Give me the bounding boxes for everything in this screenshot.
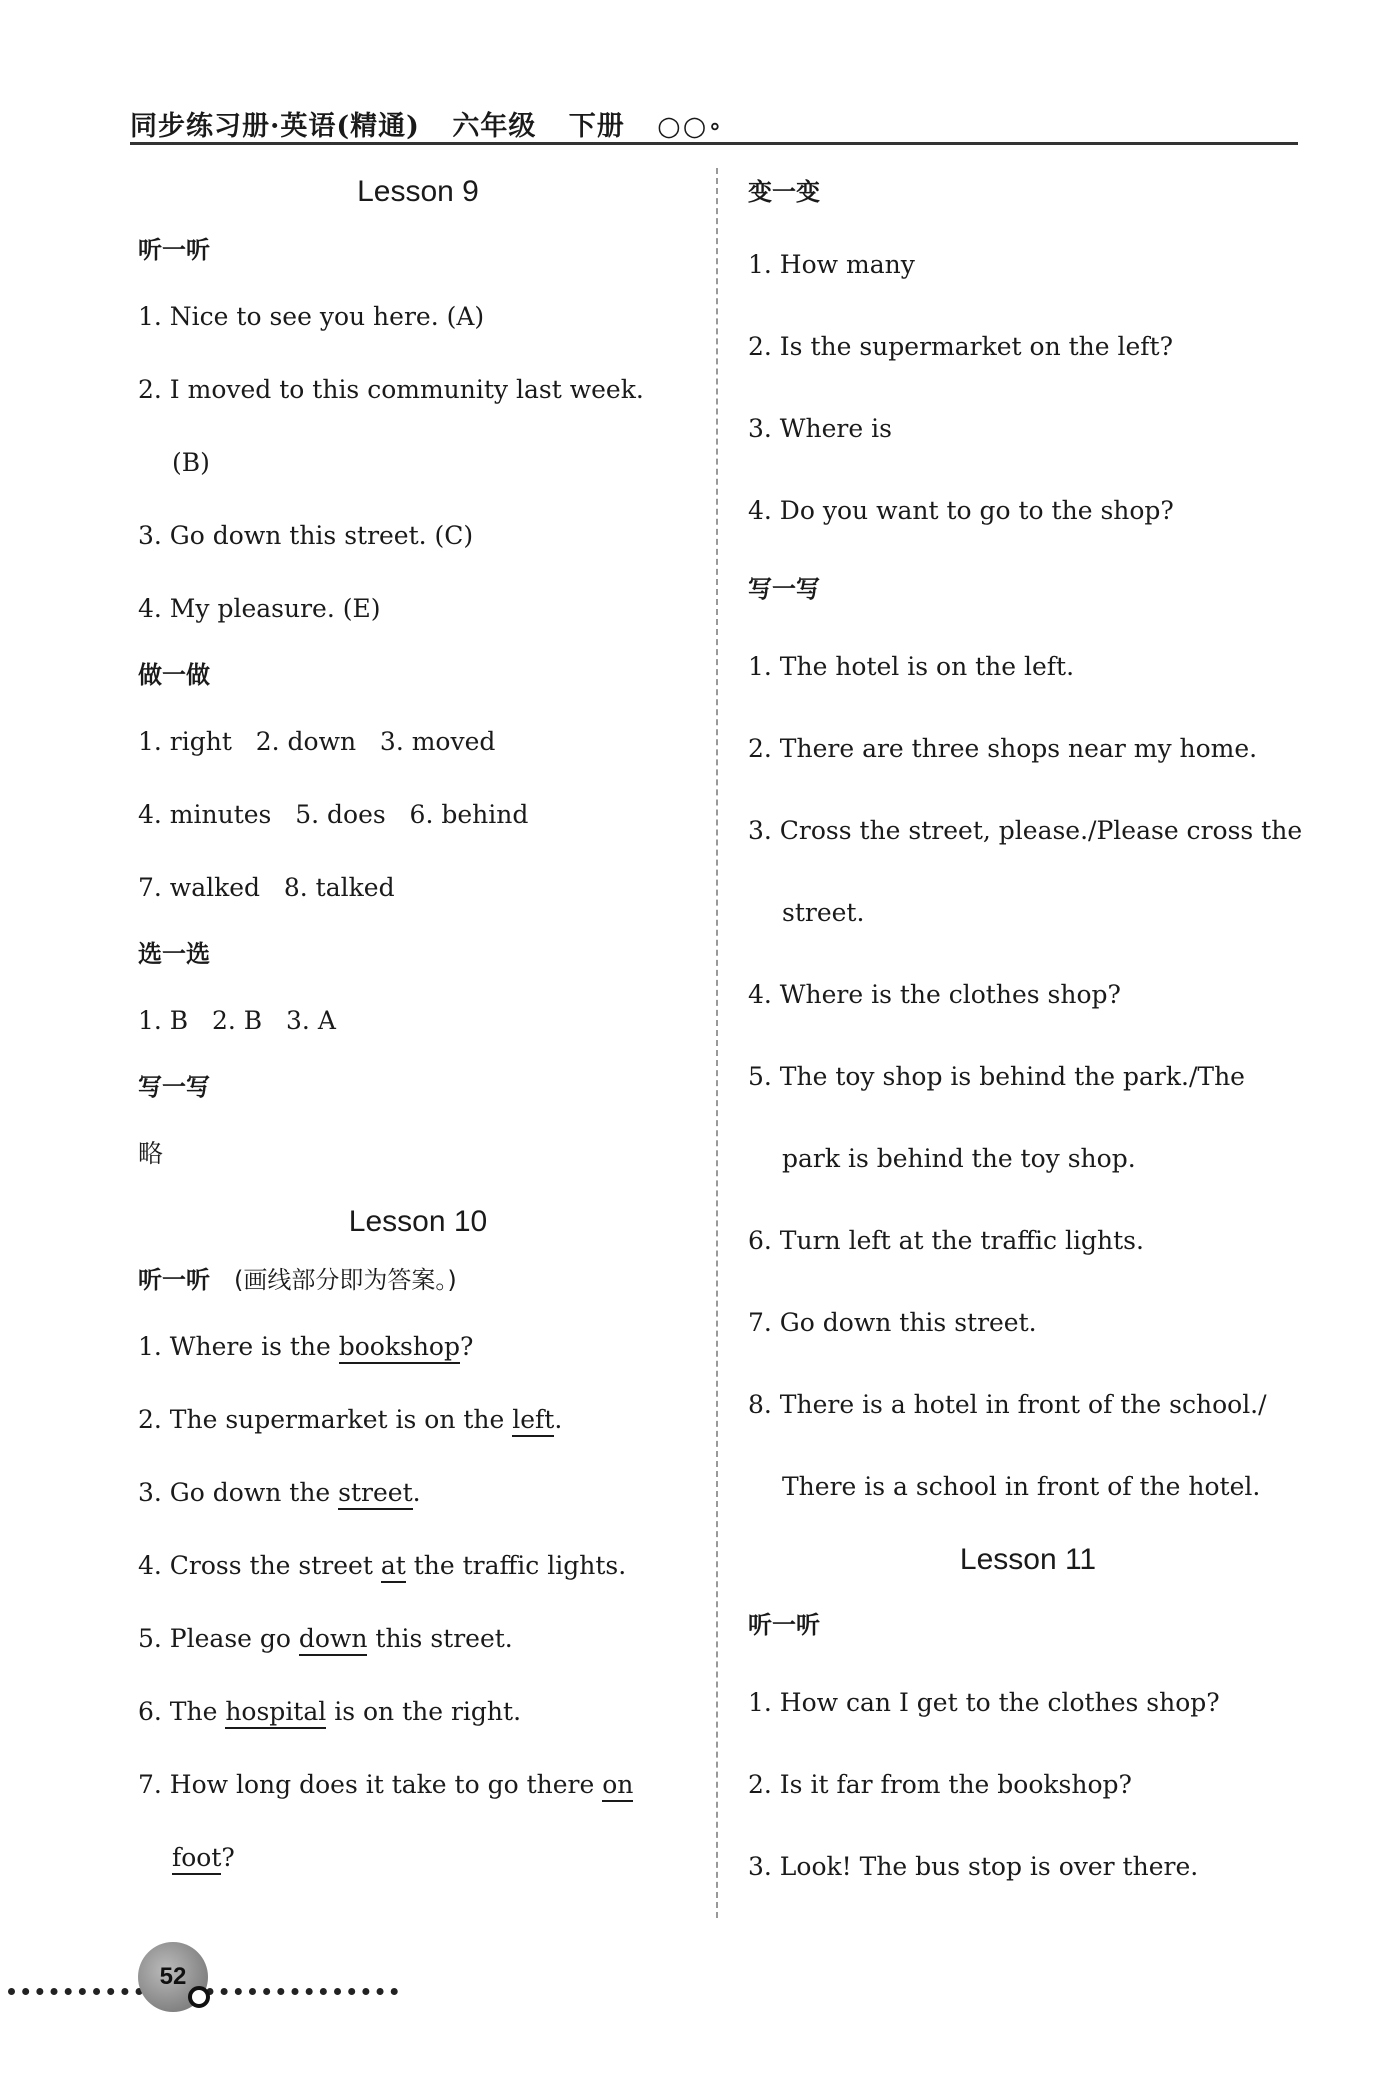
text: 3. Go down the: [138, 1478, 339, 1507]
lesson-9-title: Lesson 9: [357, 175, 479, 208]
answer-line: 2. Is it far from the bookshop?: [748, 1770, 1132, 1799]
answer-line: 1. Nice to see you here. (A): [138, 302, 485, 331]
text: 1. Where is the: [138, 1332, 339, 1361]
answer-line: 7. walked 8. talked: [138, 873, 395, 902]
text: .: [554, 1405, 563, 1434]
answer-line: [138, 1748, 698, 1821]
text: ?: [460, 1332, 474, 1361]
answer-line: 3. Go down this street. (C): [138, 521, 474, 550]
left-column: [138, 160, 698, 1894]
volume-label: 下册: [568, 111, 625, 142]
answer-line: [138, 1310, 698, 1383]
section-heading: [138, 1250, 698, 1310]
lesson-11-title: Lesson 11: [959, 1543, 1097, 1576]
answer-line: 1. How many: [748, 250, 915, 279]
answer-line: 2. There are three shops near my home.: [748, 734, 1258, 763]
answer-line: 3. Look! The bus stop is over there.: [748, 1852, 1199, 1881]
answer-line: 2. Is the supermarket on the left?: [748, 332, 1173, 361]
answer-line: 8. There is a hotel in front of the school./: [748, 1390, 1267, 1419]
text: the traffic lights.: [405, 1551, 627, 1580]
answer-line: [138, 1456, 698, 1529]
underlined-answer: foot: [172, 1843, 221, 1875]
section-heading: 听一听: [748, 1611, 820, 1639]
answer-line: 1. How can I get to the clothes shop?: [748, 1688, 1220, 1717]
section-heading: 选一选: [138, 940, 210, 968]
underlined-answer: bookshop: [339, 1332, 460, 1364]
lesson-10-title: Lesson 10: [348, 1205, 488, 1238]
text: 5. Please go: [138, 1624, 299, 1653]
section-note: (画线部分即为答案。): [234, 1266, 457, 1294]
text: 6. The: [138, 1697, 226, 1726]
answer-line: 1. B 2. B 3. A: [138, 1006, 336, 1035]
section-heading: 做一做: [138, 661, 210, 689]
answer-line: 1. right 2. down 3. moved: [138, 727, 496, 756]
answer-line: There is a school in front of the hotel.: [782, 1472, 1261, 1501]
section-heading-text: 听一听: [138, 1266, 210, 1294]
section-heading: 写一写: [138, 1073, 210, 1101]
text: 2. The supermarket is on the: [138, 1405, 513, 1434]
text: 7. How long does it take to go there: [138, 1770, 603, 1799]
underlined-answer: on: [602, 1770, 633, 1802]
header-rule: [130, 142, 1298, 145]
column-divider: [716, 168, 718, 1918]
answer-line: 1. The hotel is on the left.: [748, 652, 1075, 681]
answer-line: park is behind the toy shop.: [782, 1144, 1136, 1173]
page-header: [130, 104, 1298, 142]
answer-line: [138, 1529, 698, 1602]
answer-line: [138, 1383, 698, 1456]
underlined-answer: street: [338, 1478, 412, 1510]
text: .: [412, 1478, 421, 1507]
underlined-answer: down: [299, 1624, 368, 1656]
answer-line: 4. Do you want to go to the shop?: [748, 496, 1174, 525]
answer-line: 4. Where is the clothes shop?: [748, 980, 1121, 1009]
book-title: 同步练习册·英语(精通): [130, 111, 420, 142]
answer-line: (B): [172, 448, 210, 477]
answer-line: 7. Go down this street.: [748, 1308, 1037, 1337]
answer-line: street.: [782, 898, 865, 927]
answer-line: 5. The toy shop is behind the park./The: [748, 1062, 1245, 1091]
answer-line: 3. Where is: [748, 414, 892, 443]
answer-line: 4. minutes 5. does 6. behind: [138, 800, 529, 829]
text: this street.: [367, 1624, 513, 1653]
answer-line: 4. My pleasure. (E): [138, 594, 381, 623]
right-column: [748, 160, 1308, 1908]
section-heading: 听一听: [138, 236, 210, 264]
text: is on the right.: [326, 1697, 522, 1726]
grade-label: 六年级: [452, 111, 537, 142]
answer-line: [138, 1602, 698, 1675]
header-circles: ○○∘: [657, 111, 724, 142]
page-number: 52: [138, 1942, 208, 2012]
section-heading: 变一变: [748, 178, 820, 206]
text: ?: [221, 1843, 235, 1872]
answer-line: 3. Cross the street, please./Please cross the: [748, 816, 1303, 845]
underlined-answer: hospital: [225, 1697, 326, 1729]
underlined-answer: left: [512, 1405, 554, 1437]
answer-line: [138, 1821, 698, 1894]
answer-line: [138, 1675, 698, 1748]
answer-line: 6. Turn left at the traffic lights.: [748, 1226, 1144, 1255]
section-heading: 写一写: [748, 575, 820, 603]
answer-line: 2. I moved to this community last week.: [138, 375, 644, 404]
text: 4. Cross the street: [138, 1551, 381, 1580]
answer-line: 略: [138, 1139, 164, 1168]
footer-ring-icon: [188, 1986, 210, 2008]
underlined-answer: at: [381, 1551, 406, 1583]
